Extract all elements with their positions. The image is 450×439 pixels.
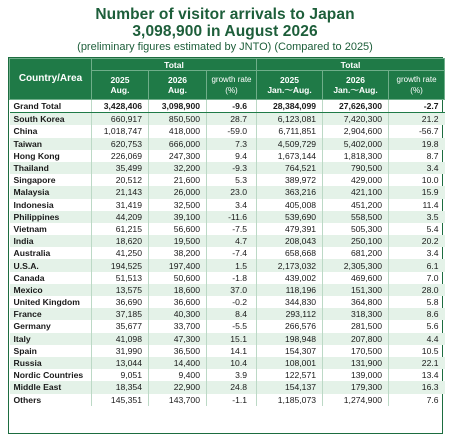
aug-2026-cell: 40,300 [149, 308, 207, 320]
arrivals-table [9, 58, 445, 406]
ytd-2026-cell: 281,500 [323, 320, 389, 332]
aug-2026-cell: 197,400 [149, 259, 207, 271]
ytd-2026-cell: 5,402,000 [323, 138, 389, 150]
aug-2025-cell: 41,250 [92, 247, 149, 259]
growth-ytd-cell: 5.6 [389, 320, 445, 332]
ytd-2025-cell: 4,509,729 [257, 138, 323, 150]
growth-ytd-cell: 3.4 [389, 247, 445, 259]
growth-aug-cell: 23.0 [207, 186, 257, 198]
growth-aug-cell: 3.9 [207, 369, 257, 381]
ytd-2026-cell: 790,500 [323, 162, 389, 174]
growth-aug-cell: -9.6 [207, 100, 257, 113]
growth-ytd-cell: 8.7 [389, 150, 445, 162]
ytd-2025-cell: 154,137 [257, 381, 323, 393]
aug-2025-cell: 36,690 [92, 296, 149, 308]
growth-ytd-cell: 11.4 [389, 199, 445, 211]
growth-aug-cell: -0.2 [207, 296, 257, 308]
ytd-2025-cell: 439,002 [257, 272, 323, 284]
ytd-2025-cell: 764,521 [257, 162, 323, 174]
ytd-2025-cell: 154,307 [257, 345, 323, 357]
table-row [10, 113, 445, 126]
title-line-1: Number of visitor arrivals to Japan [95, 6, 355, 23]
growth-ytd-cell: 8.6 [389, 308, 445, 320]
ytd-2026-cell: 250,100 [323, 235, 389, 247]
growth-aug-cell: -1.8 [207, 272, 257, 284]
title-line-2: 3,098,900 in August 2026 [132, 23, 318, 40]
country-name-cell: U.S.A. [10, 259, 92, 271]
country-name-cell: Russia [10, 357, 92, 369]
table-row [10, 320, 445, 332]
aug-2026-cell: 418,000 [149, 125, 207, 137]
country-name-cell: Malaysia [10, 186, 92, 198]
table-row [10, 174, 445, 186]
table-row [10, 296, 445, 308]
growth-ytd-cell: 20.2 [389, 235, 445, 247]
country-name-cell: Mexico [10, 284, 92, 296]
aug-2026-cell: 39,100 [149, 211, 207, 223]
ytd-2025-cell: 198,948 [257, 333, 323, 345]
table-row [10, 357, 445, 369]
ytd-2026-cell: 131,900 [323, 357, 389, 369]
growth-ytd-cell: 16.3 [389, 381, 445, 393]
growth-ytd-cell: 5.4 [389, 223, 445, 235]
ytd-2026-cell: 451,200 [323, 199, 389, 211]
aug-2025-cell: 61,215 [92, 223, 149, 235]
ytd-2026-cell: 1,818,300 [323, 150, 389, 162]
table-row [10, 211, 445, 223]
table-row [10, 186, 445, 198]
aug-2026-cell: 143,700 [149, 394, 207, 406]
growth-ytd-cell: 13.4 [389, 369, 445, 381]
country-name-cell: Taiwan [10, 138, 92, 150]
aug-2025-cell: 31,990 [92, 345, 149, 357]
country-name-cell: Indonesia [13, 199, 54, 210]
growth-aug-cell: -1.1 [207, 394, 257, 406]
ytd-2025-cell: 539,690 [257, 211, 323, 223]
aug-2026-cell: 26,000 [149, 186, 207, 198]
growth-aug-cell: 4.7 [207, 235, 257, 247]
ytd-2026-cell: 2,305,300 [323, 259, 389, 271]
ytd-2025-cell: 479,391 [257, 223, 323, 235]
country-name-cell: Canada [13, 272, 45, 283]
aug-2025-cell: 20,512 [92, 174, 149, 186]
growth-aug-cell: -11.6 [207, 211, 257, 223]
ytd-2026-cell: 151,300 [323, 284, 389, 296]
aug-2026-cell: 38,200 [149, 247, 207, 259]
table-row [10, 247, 445, 259]
country-name-cell: France [10, 308, 92, 320]
aug-2026-cell: 56,600 [149, 223, 207, 235]
country-name-cell: India [10, 235, 92, 247]
aug-2025-cell: 145,351 [92, 394, 149, 406]
table-row [10, 138, 445, 150]
growth-ytd-cell: 10.5 [389, 345, 445, 357]
aug-2025-cell: 13,044 [92, 357, 149, 369]
ytd-2026-cell: 681,200 [323, 247, 389, 259]
col-header-growth-ytd: growth rate (%) [389, 71, 445, 100]
country-name-cell: China [13, 126, 38, 137]
ytd-2025-cell: 658,668 [257, 247, 323, 259]
aug-2025-cell: 35,677 [92, 320, 149, 332]
aug-2025-cell: 660,917 [92, 113, 149, 126]
ytd-2025-cell: 1,673,144 [257, 150, 323, 162]
country-name-cell: Others [13, 394, 42, 405]
growth-aug-cell: 9.4 [207, 150, 257, 162]
table-row [10, 259, 445, 271]
growth-aug-cell: 3.4 [207, 199, 257, 211]
aug-2025-cell: 31,419 [92, 199, 149, 211]
subtitle: (preliminary figures estimated by JNTO) (Compared to 2025) [77, 41, 373, 53]
growth-aug-cell: -5.5 [207, 320, 257, 332]
table-row [10, 223, 445, 235]
growth-aug-cell: 15.1 [207, 333, 257, 345]
ytd-2025-cell: 122,571 [257, 369, 323, 381]
ytd-2025-cell: 2,173,032 [257, 259, 323, 271]
table-row [10, 345, 445, 357]
ytd-2026-cell: 1,274,900 [323, 394, 389, 406]
aug-2025-cell: 620,753 [92, 138, 149, 150]
growth-aug-cell: -9.3 [207, 162, 257, 174]
aug-2025-cell: 51,513 [92, 272, 149, 284]
table-row [10, 272, 445, 284]
col-group-total-aug: Total [92, 59, 257, 71]
table-row [10, 308, 445, 320]
ytd-2026-cell: 207,800 [323, 333, 389, 345]
growth-ytd-cell: 5.8 [389, 296, 445, 308]
table-row [10, 284, 445, 296]
growth-ytd-cell: 6.1 [389, 259, 445, 271]
country-name-cell: Italy [10, 333, 92, 345]
table-row [10, 394, 445, 406]
ytd-2025-cell: 293,112 [257, 308, 323, 320]
growth-aug-cell: 8.4 [207, 308, 257, 320]
aug-2026-cell: 22,900 [149, 381, 207, 393]
growth-ytd-cell: -56.7 [389, 125, 445, 137]
aug-2025-cell: 1,018,747 [92, 125, 149, 137]
growth-ytd-cell: 3.4 [389, 162, 445, 174]
ytd-2026-cell: 505,300 [323, 223, 389, 235]
country-name-cell: Philippines [10, 211, 92, 223]
aug-2025-cell: 35,499 [92, 162, 149, 174]
growth-aug-cell: 1.5 [207, 259, 257, 271]
ytd-2026-cell: 364,800 [323, 296, 389, 308]
ytd-2025-cell: 405,008 [257, 199, 323, 211]
growth-ytd-cell: 22.1 [389, 357, 445, 369]
growth-aug-cell: 24.8 [207, 381, 257, 393]
growth-aug-cell: -7.5 [207, 223, 257, 235]
ytd-2025-cell: 1,185,073 [257, 394, 323, 406]
aug-2025-cell: 41,098 [92, 333, 149, 345]
ytd-2025-cell: 344,830 [257, 296, 323, 308]
country-name-cell: Hong Kong [13, 150, 60, 161]
growth-ytd-cell: 15.9 [389, 186, 445, 198]
country-name-cell: Spain [13, 345, 37, 356]
country-name-cell: Vietnam [13, 223, 47, 234]
ytd-2026-cell: 2,904,600 [323, 125, 389, 137]
ytd-2026-cell: 139,000 [323, 369, 389, 381]
aug-2025-cell: 37,185 [92, 308, 149, 320]
ytd-2025-cell: 389,972 [257, 174, 323, 186]
col-header-2026-aug: 2026 Aug. [149, 71, 207, 100]
col-header-2025-aug: 2025 Aug. [92, 71, 149, 100]
aug-2025-cell: 21,143 [92, 186, 149, 198]
ytd-2026-cell: 170,500 [323, 345, 389, 357]
aug-2026-cell: 9,400 [149, 369, 207, 381]
ytd-2025-cell: 363,216 [257, 186, 323, 198]
table-row [10, 150, 445, 162]
country-name-cell: Australia [13, 248, 51, 259]
aug-2026-cell: 666,000 [149, 138, 207, 150]
ytd-2025-cell: 6,711,851 [257, 125, 323, 137]
aug-2026-cell: 47,300 [149, 333, 207, 345]
ytd-2026-cell: 469,600 [323, 272, 389, 284]
ytd-2026-cell: 7,420,300 [323, 113, 389, 126]
aug-2026-cell: 19,500 [149, 235, 207, 247]
country-name-cell: Middle East [10, 381, 92, 393]
col-header-2025-ytd: 2025 Jan.～Aug. [257, 71, 323, 100]
aug-2026-cell: 850,500 [149, 113, 207, 126]
country-name-cell: Thailand [10, 162, 92, 174]
ytd-2026-cell: 558,500 [323, 211, 389, 223]
aug-2026-cell: 18,600 [149, 284, 207, 296]
ytd-2025-cell: 28,384,099 [257, 100, 323, 113]
ytd-2026-cell: 421,100 [323, 186, 389, 198]
country-name-cell: Grand Total [10, 100, 92, 113]
ytd-2025-cell: 108,001 [257, 357, 323, 369]
ytd-2026-cell: 429,000 [323, 174, 389, 186]
table-row [10, 381, 445, 393]
aug-2025-cell: 194,525 [92, 259, 149, 271]
aug-2026-cell: 36,600 [149, 296, 207, 308]
growth-ytd-cell: 28.0 [389, 284, 445, 296]
col-header-area: Country/Area [10, 59, 92, 100]
growth-ytd-cell: -2.7 [389, 100, 445, 113]
aug-2025-cell: 18,620 [92, 235, 149, 247]
report-header [0, 0, 450, 54]
growth-aug-cell: -59.0 [207, 125, 257, 137]
aug-2026-cell: 14,400 [149, 357, 207, 369]
table-row-grand-total [10, 100, 445, 113]
growth-ytd-cell: 4.4 [389, 333, 445, 345]
growth-ytd-cell: 10.0 [389, 174, 445, 186]
col-header-growth-aug: growth rate (%) [207, 71, 257, 100]
aug-2026-cell: 21,600 [149, 174, 207, 186]
country-name-cell: Nordic Countries [13, 370, 84, 381]
growth-aug-cell: 10.4 [207, 357, 257, 369]
ytd-2026-cell: 179,300 [323, 381, 389, 393]
aug-2026-cell: 32,200 [149, 162, 207, 174]
country-name-cell: Singapore [13, 175, 56, 186]
aug-2026-cell: 33,700 [149, 320, 207, 332]
aug-2026-cell: 50,600 [149, 272, 207, 284]
arrivals-table-frame [8, 57, 443, 434]
aug-2025-cell: 13,575 [92, 284, 149, 296]
aug-2026-cell: 3,098,900 [149, 100, 207, 113]
aug-2026-cell: 36,500 [149, 345, 207, 357]
col-header-2026-ytd: 2026 Jan.～Aug. [323, 71, 389, 100]
table-row [10, 333, 445, 345]
growth-aug-cell: 37.0 [207, 284, 257, 296]
aug-2025-cell: 226,069 [92, 150, 149, 162]
growth-aug-cell: 28.7 [207, 113, 257, 126]
aug-2026-cell: 32,500 [149, 199, 207, 211]
growth-ytd-cell: 3.5 [389, 211, 445, 223]
table-row [10, 162, 445, 174]
table-row [10, 125, 445, 137]
growth-ytd-cell: 19.8 [389, 138, 445, 150]
growth-ytd-cell: 7.0 [389, 272, 445, 284]
table-row [10, 369, 445, 381]
col-group-total-ytd: Total [257, 59, 445, 71]
growth-ytd-cell: 7.6 [389, 394, 445, 406]
ytd-2025-cell: 118,196 [257, 284, 323, 296]
country-name-cell: Germany [13, 321, 51, 332]
country-name-cell: South Korea [10, 113, 92, 126]
ytd-2025-cell: 208,043 [257, 235, 323, 247]
growth-aug-cell: 7.3 [207, 138, 257, 150]
ytd-2025-cell: 266,576 [257, 320, 323, 332]
growth-ytd-cell: 21.2 [389, 113, 445, 126]
table-row [10, 235, 445, 247]
growth-aug-cell: 5.3 [207, 174, 257, 186]
aug-2025-cell: 44,209 [92, 211, 149, 223]
aug-2025-cell: 3,428,406 [92, 100, 149, 113]
aug-2026-cell: 247,300 [149, 150, 207, 162]
ytd-2025-cell: 6,123,081 [257, 113, 323, 126]
growth-aug-cell: -7.4 [207, 247, 257, 259]
aug-2025-cell: 9,051 [92, 369, 149, 381]
ytd-2026-cell: 318,300 [323, 308, 389, 320]
table-body [10, 100, 445, 406]
country-name-cell: United Kingdom [13, 297, 80, 308]
aug-2025-cell: 18,354 [92, 381, 149, 393]
ytd-2026-cell: 27,626,300 [323, 100, 389, 113]
table-row [10, 199, 445, 211]
growth-aug-cell: 14.1 [207, 345, 257, 357]
